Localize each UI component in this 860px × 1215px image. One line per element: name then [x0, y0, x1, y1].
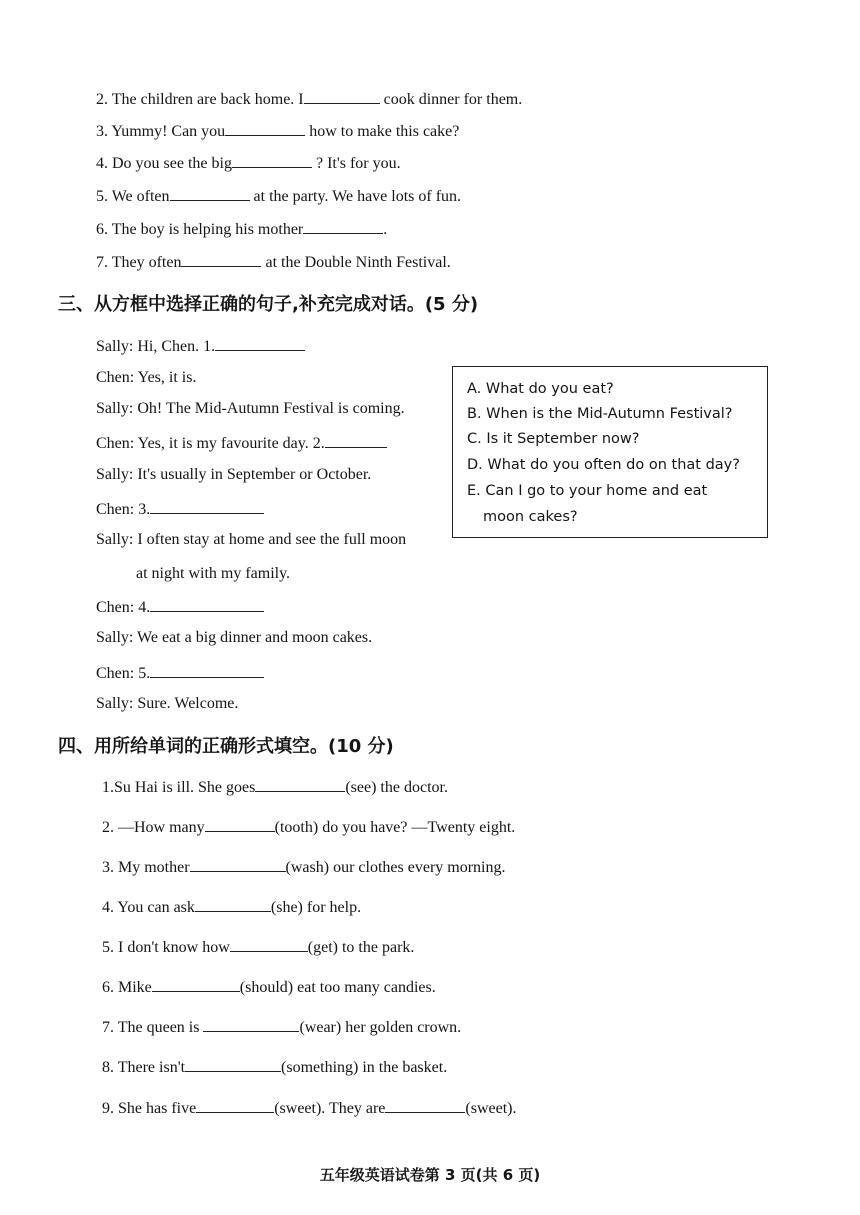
- fill-item-2: 2. The children are back home. I cook dinner for them.: [96, 88, 522, 110]
- answer-blank[interactable]: [170, 185, 250, 201]
- page-footer: 五年级英语试卷第 3 页(共 6 页): [319, 1166, 541, 1184]
- answer-blank[interactable]: [230, 936, 308, 952]
- answer-blank[interactable]: [150, 596, 264, 612]
- answer-blank[interactable]: [203, 1016, 299, 1032]
- dialogue-line: Chen: Yes, it is my favourite day. 2.: [96, 432, 387, 454]
- answer-blank[interactable]: [215, 335, 305, 351]
- answer-blank[interactable]: [385, 1097, 465, 1113]
- answer-blank[interactable]: [325, 432, 387, 448]
- dialogue-line: Chen: Yes, it is.: [96, 369, 197, 386]
- dialogue-line: Chen: 3.: [96, 498, 264, 520]
- fill-item-3: 3. Yummy! Can you how to make this cake?: [96, 120, 459, 142]
- answer-blank[interactable]: [150, 662, 264, 678]
- answer-blank[interactable]: [232, 152, 312, 168]
- answer-blank[interactable]: [185, 1056, 281, 1072]
- fill-item-7: 7. They often at the Double Ninth Festival.: [96, 251, 451, 273]
- fill-item-4: 4. Do you see the big ? It's for you.: [96, 152, 401, 174]
- dialogue-line: at night with my family.: [136, 565, 291, 582]
- choice-a: A. What do you eat?: [467, 381, 614, 397]
- choice-d: D. What do you often do on that day?: [467, 457, 740, 473]
- answer-blank[interactable]: [190, 856, 286, 872]
- dialogue-line: Sally: It's usually in September or October.: [96, 466, 372, 483]
- fill-item-5: 5. We often at the party. We have lots of fun.: [96, 185, 461, 207]
- dialogue-line: Chen: 4.: [96, 596, 264, 618]
- word-form-item-4: 4. You can ask (she) for help.: [102, 896, 361, 918]
- word-form-item-3: 3. My mother (wash) our clothes every morning.: [102, 856, 505, 878]
- word-form-item-2: 2. —How many (tooth) do you have? —Twenty eight.: [102, 816, 515, 838]
- dialogue-line: Sally: Sure. Welcome.: [96, 695, 239, 712]
- choice-b: B. When is the Mid-Autumn Festival?: [467, 406, 733, 422]
- choice-e-continued: moon cakes?: [483, 509, 578, 525]
- dialogue-line: Sally: Hi, Chen. 1.: [96, 335, 305, 357]
- answer-blank[interactable]: [152, 976, 240, 992]
- dialogue-line: Sally: Oh! The Mid-Autumn Festival is coming.: [96, 400, 405, 417]
- word-form-item-1: 1.Su Hai is ill. She goes (see) the doctor.: [102, 776, 448, 798]
- answer-blank[interactable]: [304, 88, 380, 104]
- answer-blank[interactable]: [181, 251, 261, 267]
- answer-blank[interactable]: [196, 1097, 274, 1113]
- choice-e: E. Can I go to your home and eat: [467, 483, 708, 499]
- dialogue-line: Sally: We eat a big dinner and moon cakes.: [96, 629, 373, 646]
- word-form-item-7: 7. The queen is (wear) her golden crown.: [102, 1016, 461, 1038]
- choice-box: [452, 366, 768, 538]
- dialogue-line: Sally: I often stay at home and see the full moon: [96, 531, 407, 548]
- answer-blank[interactable]: [205, 816, 275, 832]
- word-form-item-6: 6. Mike (should) eat too many candies.: [102, 976, 436, 998]
- word-form-item-9: 9. She has five (sweet). They are (sweet).: [102, 1097, 517, 1119]
- fill-item-6: 6. The boy is helping his mother .: [96, 218, 387, 240]
- section-heading-3: 三、从方框中选择正确的句子,补充完成对话。(5 分): [58, 294, 479, 315]
- answer-blank[interactable]: [255, 776, 345, 792]
- dialogue-line: Chen: 5.: [96, 662, 264, 684]
- answer-blank[interactable]: [195, 896, 271, 912]
- answer-blank[interactable]: [150, 498, 264, 514]
- word-form-item-5: 5. I don't know how (get) to the park.: [102, 936, 414, 958]
- choice-c: C. Is it September now?: [467, 431, 640, 447]
- section-heading-4: 四、用所给单词的正确形式填空。(10 分): [58, 736, 394, 757]
- answer-blank[interactable]: [225, 120, 305, 136]
- answer-blank[interactable]: [303, 218, 383, 234]
- word-form-item-8: 8. There isn't (something) in the basket.: [102, 1056, 447, 1078]
